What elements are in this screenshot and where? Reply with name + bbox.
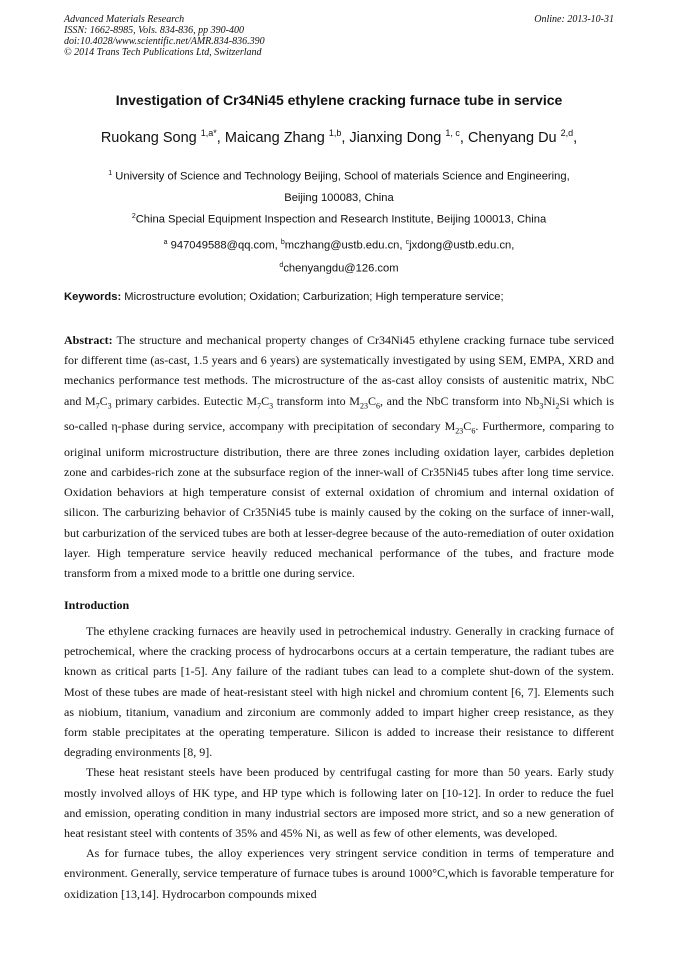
email-mark: b <box>280 239 285 246</box>
email-mark: c <box>405 239 410 246</box>
doi-line: doi:10.4028/www.scientific.net/AMR.834-836.390 <box>64 36 265 47</box>
author-name: Chenyang Du <box>467 129 557 146</box>
abstract-text: . Furthermore, comparing to original uniform microstructure distribution, there are three zones including oxidation layer, carbides depletion zone and carbides-rich zone at the subsurface region of the inner-wall of Cr35Ni45 tubes after long time service. Oxidation behaviors at high temperature consist of external oxidation of chromium and internal oxidation of silicon. The carburizing behavior of Cr35Ni45 tube is mainly caused by the coking on the surface of inner-wall, but carburization of the serviced tubes are both at lesser-degree because of the auto-remediation of outer oxidation layer. High temperature service heavily reduced mechanical performance of the tubes, and fracture mode transform from a mixed mode to a brittle one during service. <box>64 419 614 581</box>
email-b: mczhang@ustb.edu.cn, <box>284 239 406 252</box>
copyright-line: © 2014 Trans Tech Publications Ltd, Switzerland <box>64 47 262 58</box>
affiliation-2-text: China Special Equipment Inspection and Research Institute, Beijing 100013, China <box>135 213 547 226</box>
abstract-text: Si which is so-called η-phase during service, accompany with precipitation of secondary M <box>64 393 614 434</box>
abstract-text: , and the NbC transform into Nb <box>380 393 540 408</box>
abstract-text: primary carbides. Eutectic M <box>111 393 258 408</box>
keywords-text: Microstructure evolution; Oxidation; Carburization; High temperature service; <box>121 291 504 303</box>
author-affiliation-mark: 1,a* <box>200 128 217 138</box>
author-separator: , <box>459 129 468 146</box>
abstract-text: The structure and mechanical property changes of Cr34Ni45 ethylene cracking furnace tube serviced for different time (as-cast, 1.5 years and 6 years) are systematically investigated by using SEM, EMPA, XRD and mechanics performance test methods. The microstructure of the as-cast alloy consists of austenitic matrix, NbC and M <box>64 333 614 408</box>
author-affiliation-mark: 1, c <box>445 128 460 138</box>
author-affiliation-mark: 1,b <box>328 128 342 138</box>
author-separator: , <box>573 129 578 146</box>
author-separator: , <box>216 129 225 146</box>
intro-paragraph-2: These heat resistant steels have been produced by centrifugal casting for more than 50 years. Early study mostly involved alloys of HK type, and HP type which is following later on [10-12]. In order to reduce the fuel and emission, operating condition in many industrial sectors are imposed more strict, and so a new generation of heat resistant steel with contents of 35% and 45% Ni, as well as few of other elements, was developed. <box>64 765 614 841</box>
abstract-label: Abstract: <box>64 333 113 347</box>
section-heading-introduction: Introduction <box>64 598 130 612</box>
affiliation-mark: 2 <box>131 213 136 220</box>
journal-name: Advanced Materials Research <box>64 14 185 25</box>
intro-paragraph-1: The ethylene cracking furnaces are heavily used in petrochemical industry. Generally in cracking furnace of petrochemical, where the cracking process of hydrocarbons occurs at a certain temperature, the radiant tubes are known as critical parts [1-5]. Any failure of the radiant tubes can lead to a complete shut-down of the system. Most of these tubes are made of heat-resistant steel with high nickel and chromium content [6, 7]. Elements such as niobium, titanium, vanadium and zirconium are commonly added to impart higher creep resistance, as they form stable precipitates at the operating temperature. Silicon is added to increase their resistance to different degrading environments [8, 9]. <box>64 624 614 760</box>
affiliation-mark: 1 <box>108 170 113 177</box>
email-a: 947049588@qq.com, <box>170 239 281 252</box>
author-separator: , <box>341 129 350 146</box>
paper-title: Investigation of Cr34Ni45 ethylene cracking furnace tube in service <box>115 92 563 108</box>
journal-header <box>64 14 265 58</box>
author-name: Jianxing Dong <box>349 129 442 146</box>
email-c: jxdong@ustb.edu.cn, <box>409 239 515 252</box>
email-mark: d <box>279 261 284 269</box>
keywords-label: Keywords: <box>64 291 122 303</box>
author-name: Maicang Zhang <box>224 129 325 146</box>
author-affiliation-mark: 2,d <box>560 128 574 138</box>
intro-paragraph-3: As for furnace tubes, the alloy experiences very stringent service condition in terms of temperature and environment. Generally, service temperature of furnace tubes is around 1000°C,which is favorable temperature for oxidization [13,14]. Hydrocarbon compounds mixed <box>64 846 614 901</box>
author-name: Ruokang Song <box>100 129 197 146</box>
email-d: chenyangdu@126.com <box>283 262 399 275</box>
abstract: Abstract: The structure and mechanical property changes of Cr34Ni45 ethylene cracking furnace tube serviced for different time (as-cast, 1.5 years and 6 years) are systematically investigated by using SEM, EMPA, XRD and mechanics performance test methods. The microstructure of the as-cast alloy consists of austenitic matrix, NbC and $M_7C_3$ primary carbides. Eutectic $M_7C_3$ transform into $M_{23}C_6$, and the NbC transform into $Nb_3Ni_2Si$ which is so-called η-phase during service, accompany with precipitation of secondary $M_{23}C_6$. Furthermore, comparing to original uniform microstructure distribution, there are three zones including oxidation layer, carbides depletion zone and carbides-rich zone at the subsurface region of the inner-wall of Cr35Ni45 tubes after long time service. Oxidation behaviors at high temperature consist of external oxidation of chromium and internal oxidation of silicon. The carburizing behavior of Cr35Ni45 tube is mainly caused by the coking on the surface of inner-wall, but carburization of the serviced tubes are both at lesser-degree because of the auto-remediation of outer oxidation layer. High temperature service heavily reduced mechanical performance of the tubes, and fracture mode transform from a mixed mode to a brittle one during service. <box>64 333 614 581</box>
abstract-text: transform into M <box>273 393 360 408</box>
author-list <box>0 128 678 146</box>
affiliation-2 <box>64 206 614 231</box>
email-mark: a <box>163 239 168 246</box>
introduction-body <box>64 621 614 904</box>
affiliation-1-line-2: Beijing 100083, China <box>284 191 394 204</box>
affiliation-1 <box>64 163 614 209</box>
affiliation-1-line-1: University of Science and Technology Beijing, School of materials Science and Engineering, <box>115 170 570 183</box>
keywords <box>64 291 614 303</box>
email-block <box>64 232 614 279</box>
online-date: Online: 2013-10-31 <box>534 14 614 25</box>
issn-line: ISSN: 1662-8985, Vols. 834-836, pp 390-400 <box>64 25 244 36</box>
